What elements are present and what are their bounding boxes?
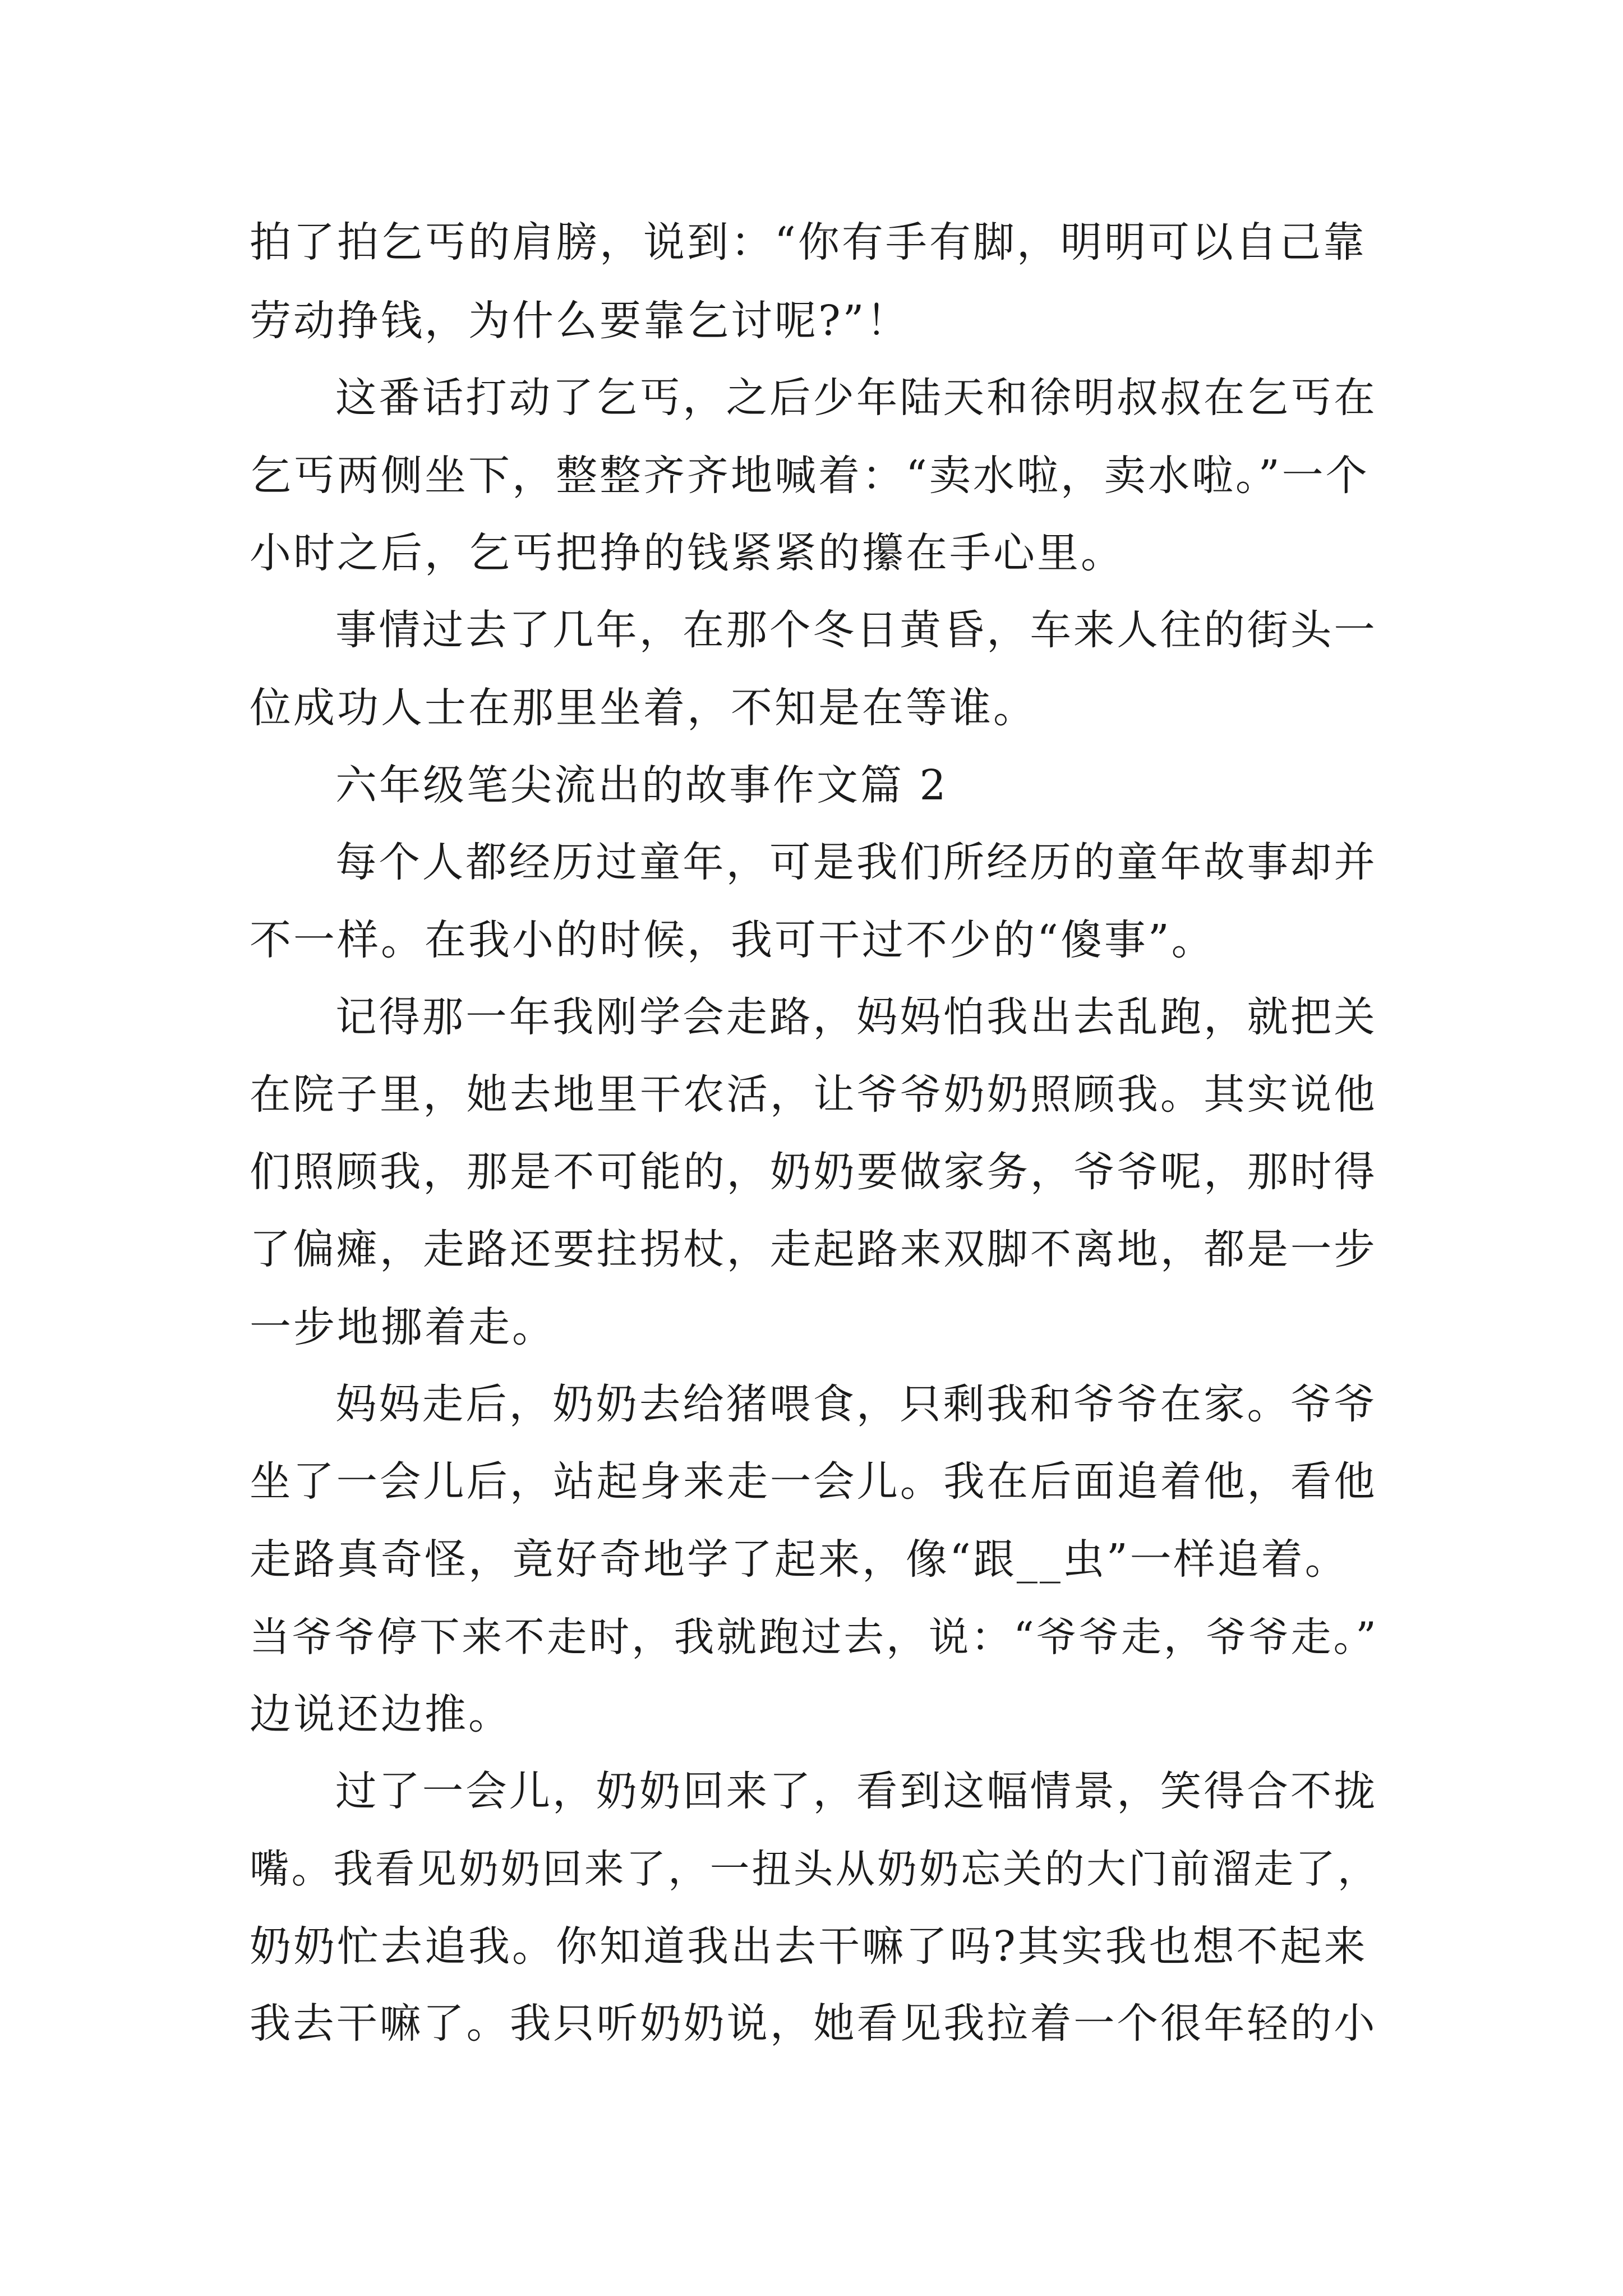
paragraph-start-line: 过了一会儿，奶奶回来了，看到这幅情景，笑得合不拢	[335, 1768, 1377, 1815]
paragraph-start-line: 记得那一年我刚学会走路，妈妈怕我出去乱跑，就把关	[335, 993, 1377, 1041]
text-line: 我去干嘛了。我只听奶奶说，她看见我拉着一个很年轻的小	[250, 2000, 1377, 2047]
text-line: 拍了拍乞丐的肩膀，说到：“你有手有脚，明明可以自己靠	[250, 218, 1367, 266]
text-line: 走路真奇怪，竟好奇地学了起来，像“跟__虫”一样追着。	[250, 1535, 1349, 1584]
text-line: 位成功人士在那里坐着，不知是在等谁。	[250, 684, 1037, 732]
text-line: 在院子里，她去地里干农活，让爷爷奶奶照顾我。其实说他	[250, 1071, 1377, 1119]
text-line: 们照顾我，那是不可能的，奶奶要做家务，爷爷呢，那时得	[250, 1148, 1377, 1196]
paragraph-start-line: 妈妈走后，奶奶去给猪喂食，只剩我和爷爷在家。爷爷	[335, 1381, 1377, 1428]
section-heading: 六年级笔尖流出的故事作文篇 2	[335, 761, 948, 809]
text-line: 嘴。我看见奶奶回来了，一扭头从奶奶忘关的大门前溜走了，	[250, 1846, 1380, 1892]
text-line: 小时之后，乞丐把挣的钱紧紧的攥在手心里。	[250, 529, 1124, 577]
text-line: 边说还边推。	[250, 1690, 512, 1738]
text-line: 乞丐两侧坐下，整整齐齐地喊着：“卖水啦，卖水啦。”一个	[250, 452, 1370, 500]
text-line: 了偏瘫，走路还要拄拐杖，走起路来双脚不离地，都是一步	[250, 1226, 1377, 1273]
text-line: 劳动挣钱，为什么要靠乞讨呢?”！	[250, 297, 910, 345]
text-line: 不一样。在我小的时候，我可干过不少的“傻事”。	[250, 916, 1215, 964]
text-line: 坐了一会儿后，站起身来走一会儿。我在后面追着他，看他	[250, 1458, 1377, 1506]
text-line: 奶奶忙去追我。你知道我出去干嘛了吗?其实我也想不起来	[250, 1922, 1368, 1971]
text-line: 当爷爷停下来不走时，我就跑过去，说：“爷爷走，爷爷走。”	[250, 1613, 1378, 1660]
paragraph-start-line: 事情过去了几年，在那个冬日黄昏，车来人往的街头一	[335, 606, 1377, 654]
text-line: 一步地挪着走。	[250, 1303, 556, 1351]
paragraph-start-line: 这番话打动了乞丐，之后少年陆天和徐明叔叔在乞丐在	[335, 374, 1377, 422]
paragraph-start-line: 每个人都经历过童年，可是我们所经历的童年故事却并	[335, 839, 1377, 886]
